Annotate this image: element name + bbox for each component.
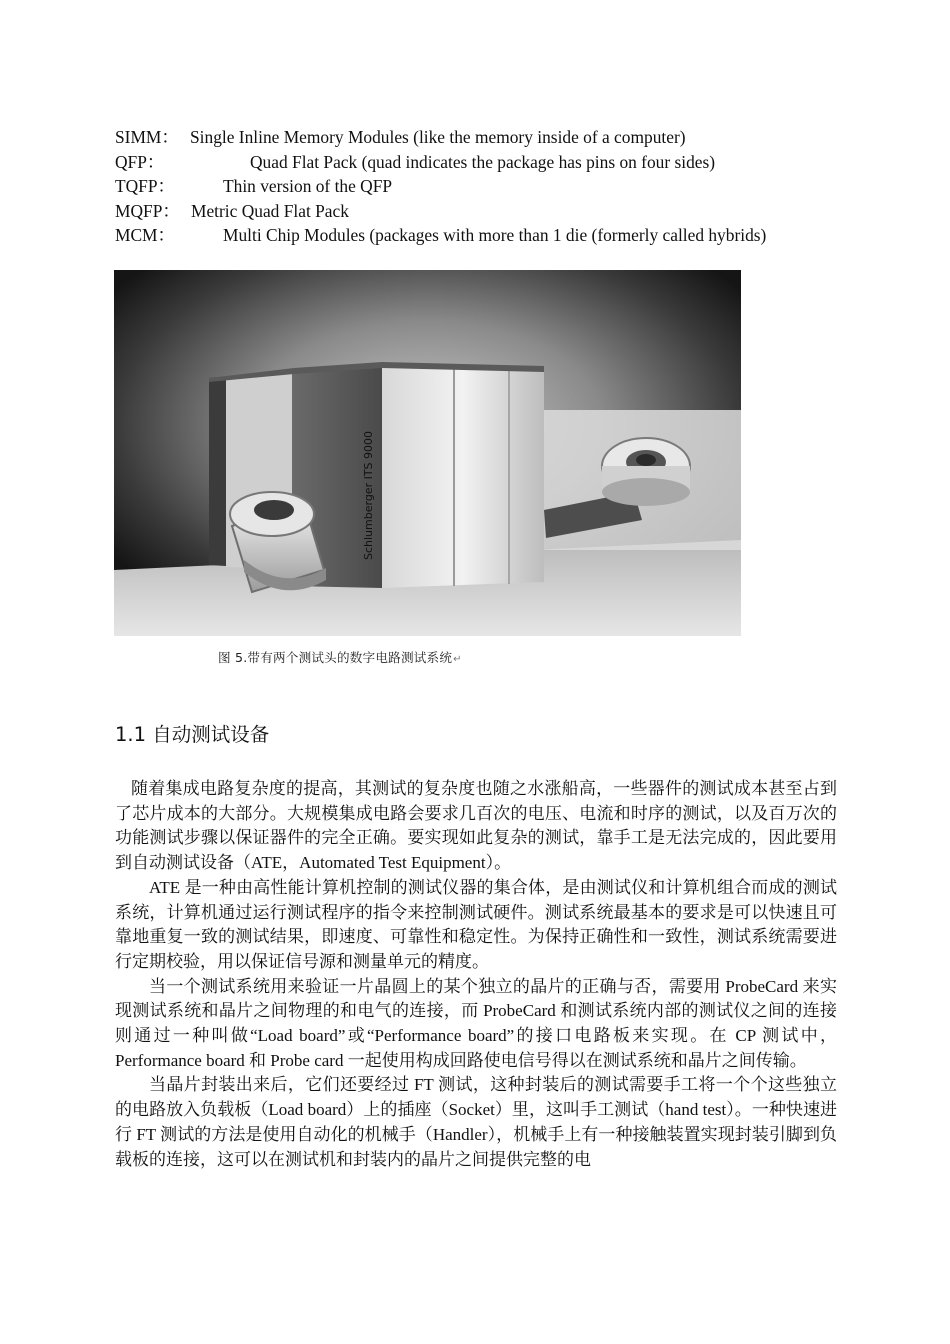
definition-desc: Multi Chip Modules (packages with more than 1 die (formerly called hybrids)	[223, 225, 767, 246]
paragraph: 随着集成电路复杂度的提高，其测试的复杂度也随之水涨船高，一些器件的测试成本甚至占到了芯片成本的大部分。大规模集成电路会要求几百次的电压、电流和时序的测试，以及百万次的功能测试步骤以保证器件的完全正确。要实现如此复杂的测试，靠手工是无法完成的，因此要用到自动测试设备（ATE，Automated Test Equipment）。	[115, 779, 837, 873]
body-text	[115, 777, 837, 1172]
definition-term: TQFP：	[115, 176, 175, 197]
definition-desc: Metric Quad Flat Pack	[191, 200, 349, 221]
paragraph-return-icon: ↵	[453, 654, 462, 665]
figure-caption	[218, 650, 462, 668]
definition-term: SIMM：	[115, 127, 179, 147]
device-label: Schlumberger ITS 9000	[362, 430, 375, 560]
definition-desc: Single Inline Memory Modules (like the memory inside of a computer)	[190, 127, 686, 147]
paragraph: 当晶片封装出来后，它们还要经过 FT 测试，这种封装后的测试需要手工将一个个这些独立的电路放入负载板（Load board）上的插座（Socket）里，这叫手工测试（hand test）。一种快速进行 FT 测试的方法是使用自动化的机械手（Handler），机械手上有一种接触装置实现封装引脚到负载板的连接，这可以在测试机和封装内的晶片之间提供完整的电	[115, 1075, 837, 1169]
definition-term: MCM：	[115, 225, 175, 246]
paragraph: ATE 是一种由高性能计算机控制的测试仪器的集合体，是由测试仪和计算机组合而成的测试系统，计算机通过运行测试程序的指令来控制测试硬件。测试系统最基本的要求是可以快速且可靠地重复一致的测试结果，即速度、可靠性和稳定性。为保持正确性和一致性，测试系统需要进行定期校验，用以保证信号源和测量单元的精度。	[115, 877, 837, 971]
figure-caption-text: 图 5.带有两个测试头的数字电路测试系统	[218, 650, 453, 665]
definition-row-simm	[115, 125, 855, 150]
definition-desc: Quad Flat Pack (quad indicates the package has pins on four sides)	[250, 151, 716, 172]
definition-row-mqfp	[115, 199, 855, 224]
definition-term: QFP：	[115, 151, 165, 172]
definition-row-tqfp	[115, 174, 855, 199]
definition-term: MQFP：	[115, 200, 180, 221]
paragraph: 当一个测试系统用来验证一片晶圆上的某个独立的晶片的正确与否，需要用 ProbeCard 来实现测试系统和晶片之间物理的和电气的连接，而 ProbeCard 和测试系统内部的测试仪之间的连接则通过一种叫做“Load board”或“Performance board”的接口电路板来实现。在 CP 测试中，Performance board 和 Probe card 一起使用构成回路使电信号得以在测试系统和晶片之间传输。	[115, 976, 837, 1070]
definition-row-mcm	[115, 223, 855, 248]
definition-desc: Thin version of the QFP	[223, 176, 393, 197]
test-system-photo	[114, 270, 741, 636]
acronym-list	[115, 125, 855, 248]
definition-row-qfp	[115, 150, 855, 175]
section-heading: 1.1 自动测试设备	[115, 723, 270, 746]
